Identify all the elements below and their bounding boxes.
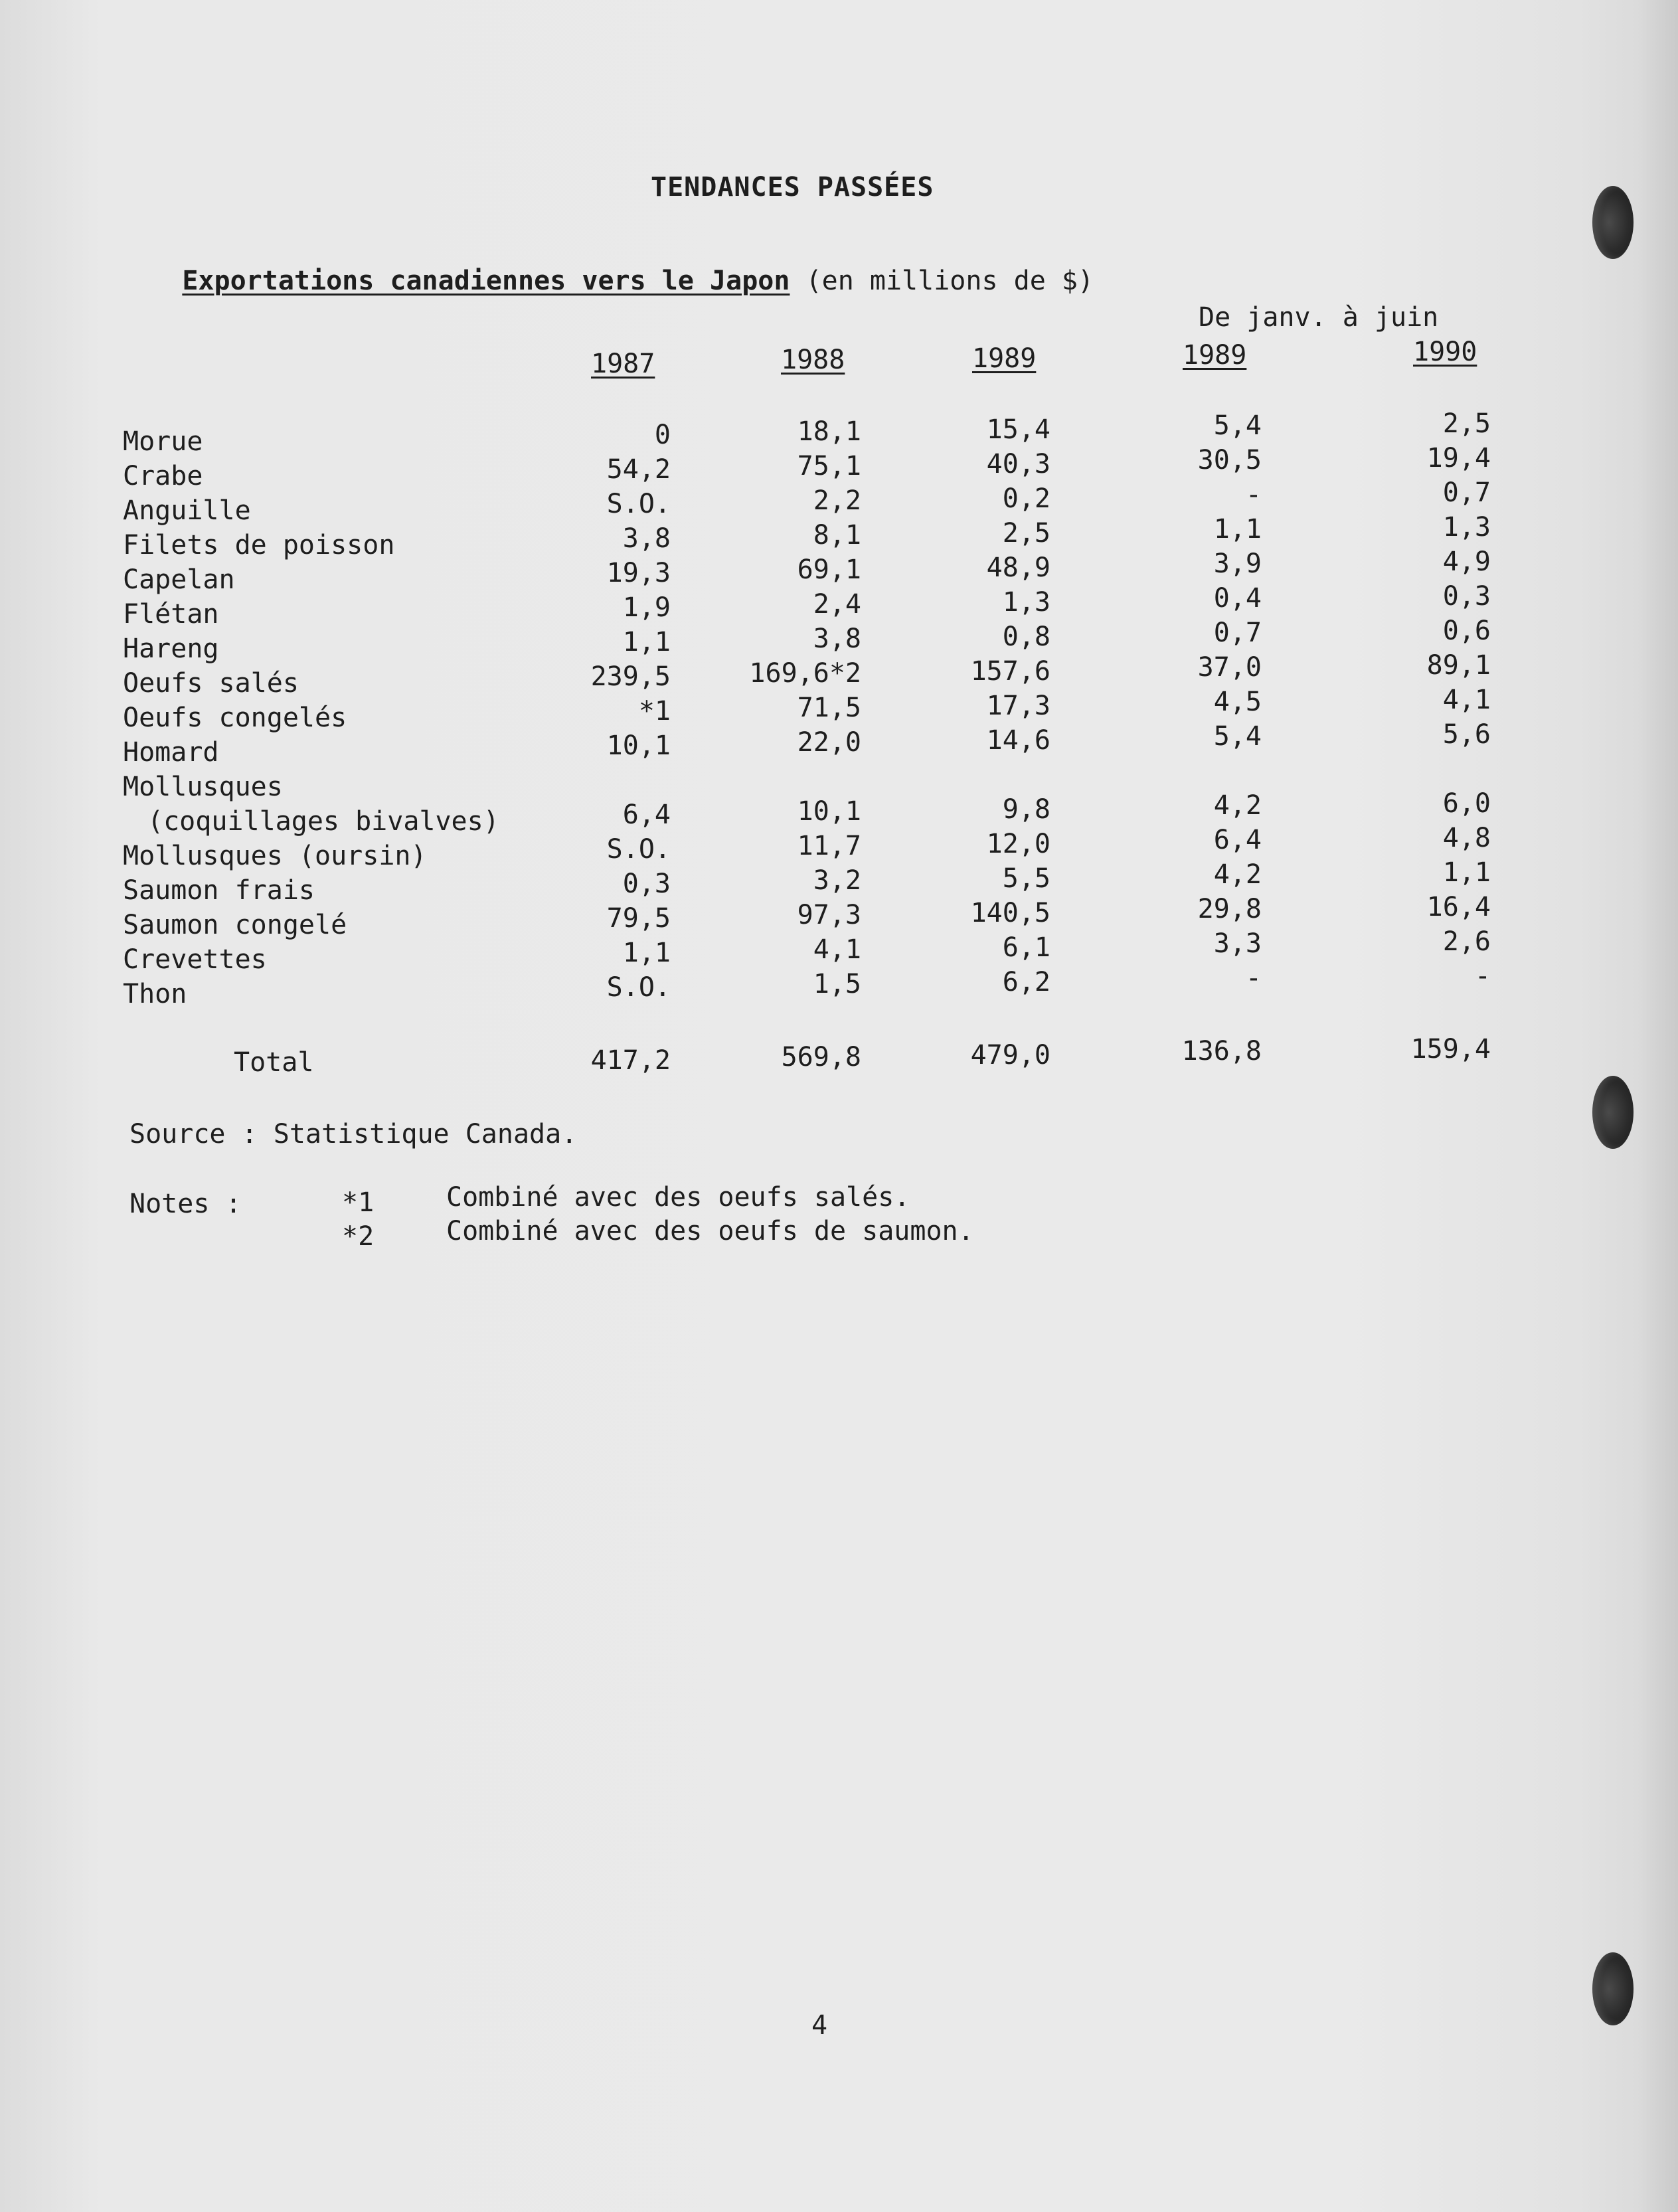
period-header: De janv. à juin — [1199, 302, 1439, 333]
table-cell: 1,1 — [622, 627, 671, 657]
table-cell: 97,3 — [797, 900, 861, 930]
binder-hole-middle — [1592, 1076, 1634, 1149]
table-cell: 4,1 — [1442, 685, 1491, 715]
table-cell: 1,3 — [1442, 512, 1491, 543]
table-cell: 89,1 — [1426, 650, 1491, 681]
total-cell: 569,8 — [781, 1042, 861, 1072]
notes-label: Notes : — [129, 1189, 242, 1219]
note-text: Combiné avec des oeufs de saumon. — [446, 1216, 974, 1246]
table-cell: 1,1 — [622, 938, 671, 968]
table-cell: 12,0 — [986, 829, 1050, 859]
table-cell: 0 — [654, 420, 671, 450]
table-cell: S.O. — [606, 972, 671, 1003]
table-cell: 69,1 — [797, 554, 861, 585]
row-label: Anguille — [123, 495, 251, 526]
table-cell: 6,0 — [1442, 788, 1491, 819]
table-cell: 1,3 — [1002, 587, 1050, 618]
column-header-1989-period: 1989 — [1183, 340, 1247, 371]
table-cell: - — [1245, 479, 1262, 510]
table-cell: 54,2 — [606, 454, 671, 485]
page-number: 4 — [811, 2010, 828, 2041]
table-cell: 0,7 — [1213, 618, 1262, 648]
table-caption-unit: (en millions de $) — [805, 266, 1094, 296]
table-cell: *1 — [638, 696, 671, 726]
total-label: Total — [234, 1047, 314, 1078]
row-label: Filets de poisson — [123, 530, 395, 560]
table-cell: 0,6 — [1442, 616, 1491, 646]
binder-hole-bottom — [1592, 1952, 1634, 2025]
note-text: Combiné avec des oeufs salés. — [446, 1182, 910, 1213]
table-cell: 6,4 — [622, 800, 671, 830]
table-cell: 239,5 — [590, 661, 671, 692]
table-cell: 3,8 — [622, 523, 671, 554]
table-cell: 2,4 — [813, 589, 861, 620]
table-cell: 5,4 — [1213, 721, 1262, 752]
table-cell: 5,6 — [1442, 719, 1491, 750]
table-cell: 0,2 — [1002, 483, 1050, 514]
table-cell: 4,5 — [1213, 687, 1262, 717]
column-header-1989: 1989 — [972, 343, 1037, 374]
table-cell: 40,3 — [986, 449, 1050, 479]
table-cell: 169,6*2 — [749, 658, 861, 689]
table-cell: S.O. — [606, 834, 671, 865]
table-cell: 1,5 — [813, 969, 861, 999]
column-header-1987: 1987 — [591, 349, 655, 379]
page-title: TENDANCES PASSÉES — [651, 172, 934, 203]
row-label: Homard — [123, 737, 219, 768]
table-cell: 71,5 — [797, 693, 861, 723]
table-cell: 4,8 — [1442, 823, 1491, 853]
table-cell: 18,1 — [797, 416, 861, 447]
row-label: Morue — [123, 426, 203, 457]
table-cell: 19,4 — [1426, 443, 1491, 473]
table-cell: 157,6 — [970, 656, 1050, 687]
table-cell: 29,8 — [1197, 894, 1262, 924]
table-cell: 3,2 — [813, 865, 861, 896]
table-cell: 10,1 — [606, 730, 671, 761]
note-mark: *2 — [342, 1221, 375, 1252]
table-cell: 3,3 — [1213, 928, 1262, 959]
row-label: Oeufs congelés — [123, 703, 347, 733]
table-cell: 8,1 — [813, 520, 861, 551]
table-cell: 1,9 — [622, 592, 671, 623]
row-label: Hareng — [123, 634, 219, 664]
table-cell: 6,4 — [1213, 825, 1262, 855]
table-cell: - — [1474, 961, 1491, 991]
table-cell: 4,9 — [1442, 547, 1491, 577]
table-cell: 0,8 — [1002, 622, 1050, 652]
table-cell: 11,7 — [797, 831, 861, 861]
table-cell: 75,1 — [797, 451, 861, 481]
table-cell: 3,9 — [1213, 549, 1262, 579]
table-cell: 17,3 — [986, 691, 1050, 721]
row-label: Mollusques (oursin) — [123, 841, 427, 871]
row-label: Crevettes — [123, 944, 267, 975]
row-label: Saumon frais — [123, 875, 315, 906]
table-cell: 37,0 — [1197, 652, 1262, 683]
column-header-1988: 1988 — [781, 345, 845, 375]
binder-hole-top — [1592, 186, 1634, 259]
table-cell: 0,3 — [622, 869, 671, 899]
table-cell: S.O. — [606, 489, 671, 519]
table-cell: 10,1 — [797, 796, 861, 827]
table-cell: 140,5 — [970, 898, 1050, 928]
table-cell: 2,5 — [1442, 408, 1491, 439]
table-cell: 2,2 — [813, 485, 861, 516]
total-cell: 136,8 — [1181, 1036, 1262, 1066]
row-label: Flétan — [123, 599, 219, 630]
table-cell: 4,2 — [1213, 859, 1262, 890]
row-label: Capelan — [123, 564, 235, 595]
row-label: Crabe — [123, 461, 203, 491]
table-cell: 4,1 — [813, 934, 861, 965]
table-cell: - — [1245, 963, 1262, 993]
table-cell: 9,8 — [1002, 794, 1050, 825]
table-cell: 2,5 — [1002, 518, 1050, 549]
table-cell: 6,1 — [1002, 932, 1050, 963]
table-caption — [118, 241, 1094, 321]
table-cell: 1,1 — [1213, 514, 1262, 545]
table-cell: 3,8 — [813, 624, 861, 654]
row-label: Mollusques — [123, 772, 283, 802]
table-cell: 30,5 — [1197, 445, 1262, 475]
table-cell: 0,3 — [1442, 581, 1491, 612]
total-cell: 479,0 — [970, 1040, 1050, 1070]
table-cell: 19,3 — [606, 558, 671, 588]
page-edge-shadow — [1638, 0, 1678, 2212]
table-cell: 5,5 — [1002, 863, 1050, 894]
table-cell: 5,4 — [1213, 410, 1262, 441]
table-cell: 1,1 — [1442, 857, 1491, 888]
row-label: Thon — [123, 979, 187, 1009]
row-label-continued: (coquillages bivalves) — [147, 806, 499, 837]
table-caption-main: Exportations canadiennes vers le Japon — [182, 266, 790, 296]
note-mark: *1 — [342, 1187, 375, 1218]
table-cell: 79,5 — [606, 903, 671, 934]
source-note: Source : Statistique Canada. — [129, 1119, 578, 1149]
table-cell: 16,4 — [1426, 892, 1491, 922]
table-cell: 48,9 — [986, 553, 1050, 583]
table-cell: 22,0 — [797, 727, 861, 758]
table-cell: 0,7 — [1442, 477, 1491, 508]
total-cell: 159,4 — [1410, 1034, 1491, 1064]
row-label: Oeufs salés — [123, 668, 299, 699]
table-cell: 2,6 — [1442, 926, 1491, 957]
table-cell: 14,6 — [986, 725, 1050, 756]
table-cell: 4,2 — [1213, 790, 1262, 821]
column-header-1990-period: 1990 — [1413, 337, 1477, 367]
row-label: Saumon congelé — [123, 910, 347, 940]
total-cell: 417,2 — [590, 1045, 671, 1076]
table-cell: 6,2 — [1002, 967, 1050, 997]
table-cell: 0,4 — [1213, 583, 1262, 614]
table-cell: 15,4 — [986, 414, 1050, 445]
